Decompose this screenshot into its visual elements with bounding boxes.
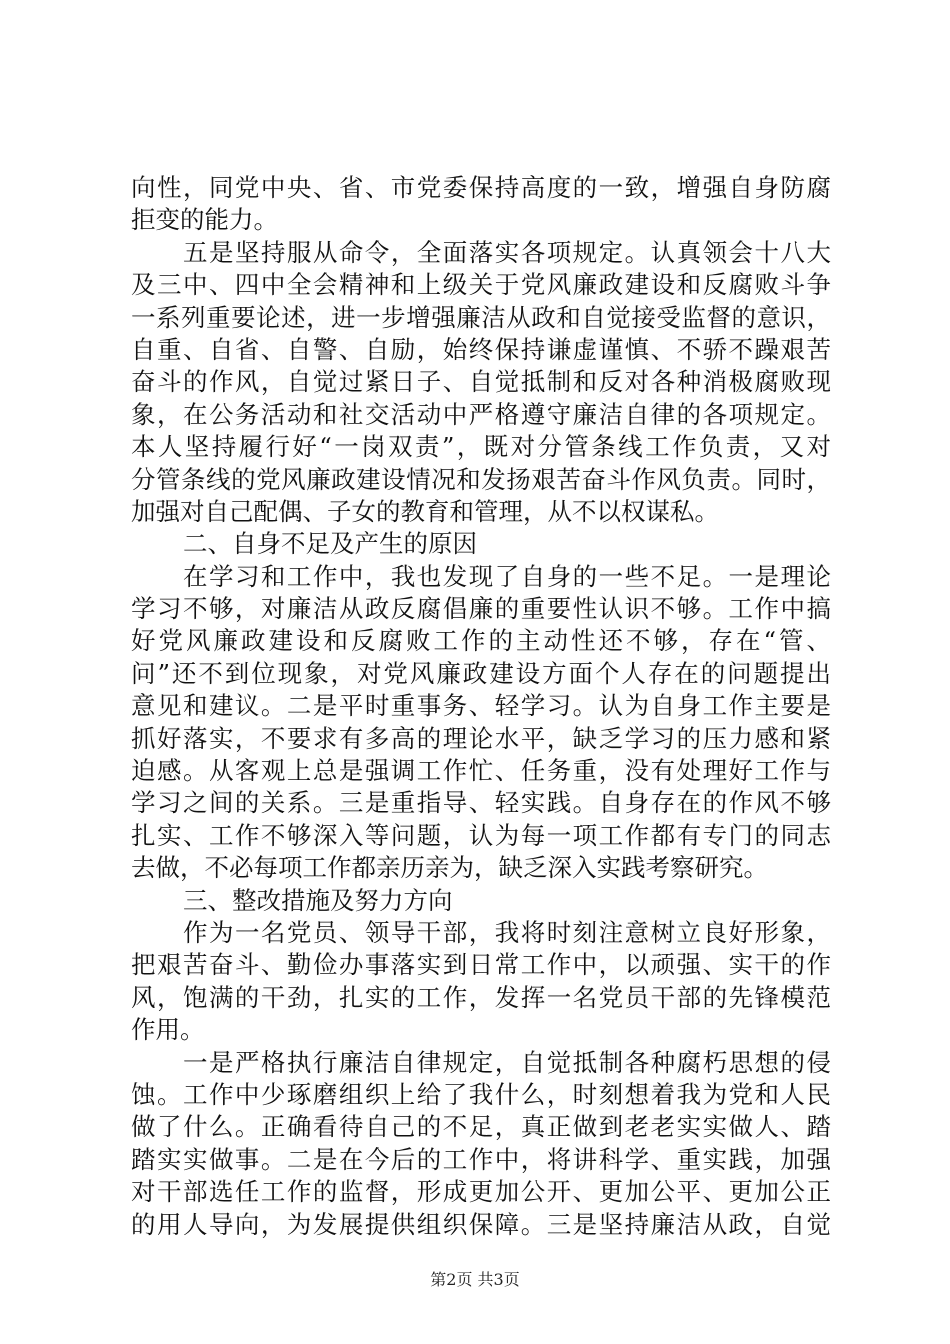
text-line: 风，饱满的干劲，扎实的工作，发挥一名党员干部的先锋模范 (131, 982, 831, 1012)
paragraph-start-line: 在学习和工作中，我也发现了自身的一些不足。一是理论 (183, 561, 831, 591)
text-line: 分管条线的党风廉政建设情况和发扬艰苦奋斗作风负责。同时， (131, 464, 831, 494)
text-line: 向性，同党中央、省、市党委保持高度的一致，增强自身防腐 (131, 173, 831, 202)
page-number-footer: 第2页 共3页 (430, 1270, 520, 1289)
text-line: 奋斗的作风，自觉过紧日子、自觉抵制和反对各种消极腐败现 (131, 367, 831, 397)
text-line: 好党风廉政建设和反腐败工作的主动性还不够，存在“管、 (131, 626, 831, 656)
text-line: 及三中、四中全会精神和上级关于党风廉政建设和反腐败斗争 (131, 270, 831, 300)
text-line: 迫感。从客观上总是强调工作忙、任务重，没有处理好工作与 (131, 756, 831, 786)
text-line: 自重、自省、自警、自励，始终保持谦虚谨慎、不骄不躁艰苦 (131, 334, 831, 364)
text-line: 对干部选任工作的监督，形成更加公开、更加公平、更加公正 (131, 1177, 831, 1207)
document-body (131, 172, 831, 1241)
text-line: 踏实实做事。二是在今后的工作中，将讲科学、重实践，加强 (131, 1144, 831, 1174)
text-line: 抓好落实，不要求有多高的理论水平，缺乏学习的压力感和紧 (131, 723, 831, 753)
paragraph-start-line: 作为一名党员、领导干部，我将时刻注意树立良好形象， (183, 917, 831, 947)
text-line: 学习不够，对廉洁从政反腐倡廉的重要性认识不够。工作中搞 (131, 594, 831, 624)
text-line: 学习之间的关系。三是重指导、轻实践。自身存在的作风不够 (131, 788, 831, 818)
text-line: 拒变的能力。 (131, 205, 278, 235)
text-line: 一系列重要论述，进一步增强廉洁从政和自觉接受监督的意识， (131, 302, 831, 332)
text-line: 问”还不到位现象，对党风廉政建设方面个人存在的问题提出 (131, 658, 831, 688)
text-line: 象，在公务活动和社交活动中严格遵守廉洁自律的各项规定。 (131, 399, 831, 429)
text-line: 意见和建议。二是平时重事务、轻学习。认为自身工作主要是 (131, 691, 831, 721)
text-line: 做了什么。正确看待自己的不足，真正做到老老实实做人、踏 (131, 1112, 831, 1142)
text-line: 扎实、工作不够深入等问题，认为每一项工作都有专门的同志 (131, 820, 831, 850)
text-line: 的用人导向，为发展提供组织保障。三是坚持廉洁从政，自觉 (131, 1209, 831, 1239)
text-line: 加强对自己配偶、子女的教育和管理，从不以权谋私。 (131, 496, 719, 526)
section-heading: 三、整改措施及努力方向 (183, 885, 453, 915)
text-line: 作用。 (131, 1015, 205, 1045)
paragraph-start-line: 一是严格执行廉洁自律规定，自觉抵制各种腐朽思想的侵 (183, 1047, 831, 1077)
section-heading: 二、自身不足及产生的原因 (183, 529, 477, 559)
text-line: 把艰苦奋斗、勤俭办事落实到日常工作中，以顽强、实干的作 (131, 950, 831, 980)
text-line: 去做，不必每项工作都亲历亲为，缺乏深入实践考察研究。 (131, 853, 768, 883)
paragraph-start-line: 五是坚持服从命令，全面落实各项规定。认真领会十八大 (183, 237, 831, 267)
text-line: 蚀。工作中少琢磨组织上给了我什么，时刻想着我为党和人民 (131, 1079, 831, 1109)
text-line: 本人坚持履行好“一岗双责”，既对分管条线工作负责，又对 (131, 432, 831, 462)
